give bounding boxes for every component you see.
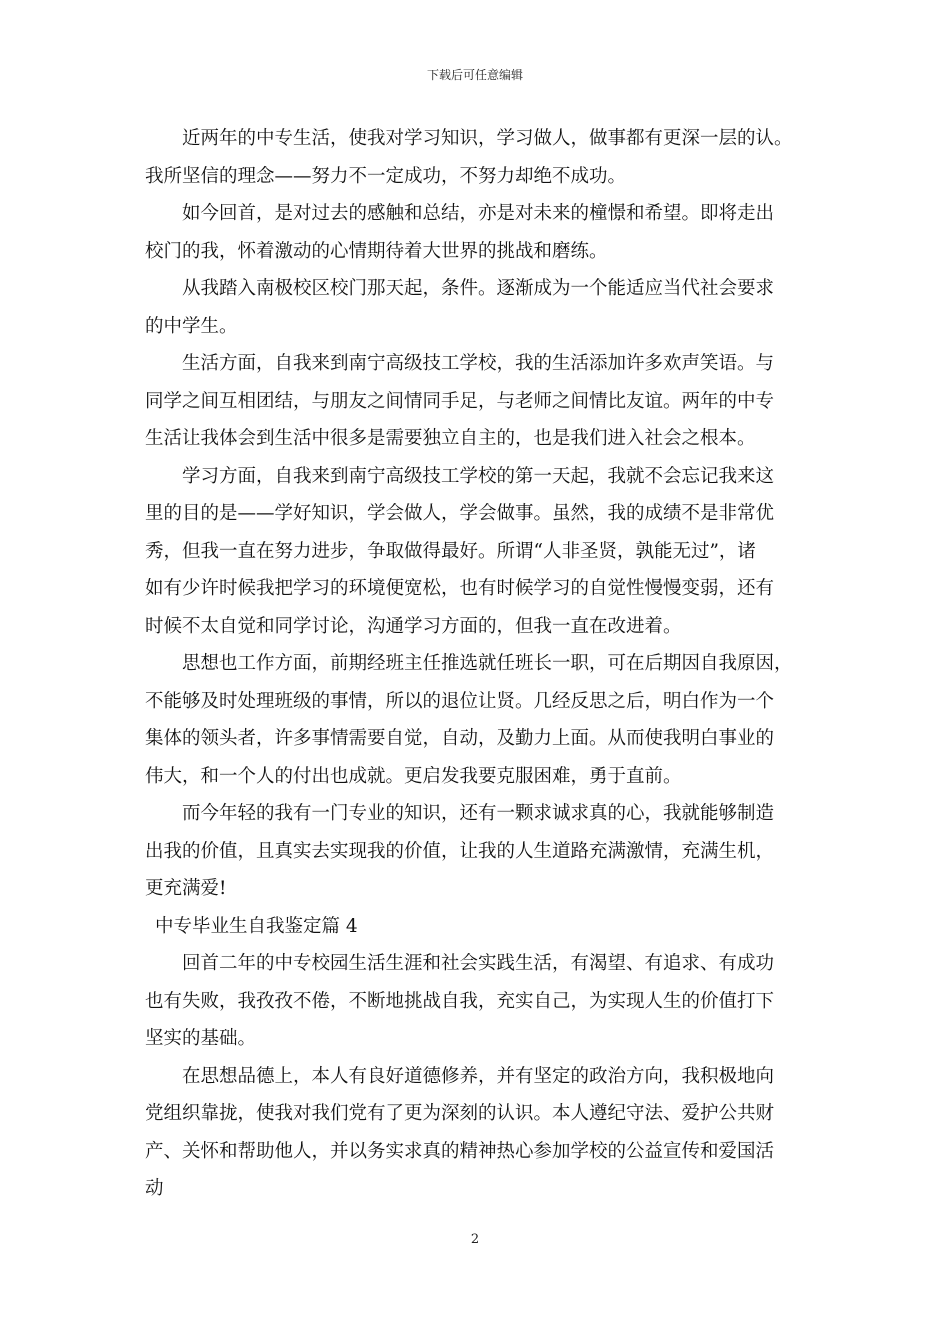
text-line: 也有失败，我孜孜不倦，不断地挑战自我，充实自己，为实现人生的价值打下: [145, 990, 775, 1012]
page-number: 2: [470, 1232, 480, 1247]
text-line: 时候不太自觉和同学讨论，沟通学习方面的，但我一直在改进着。: [145, 615, 682, 637]
text-line: 学习方面，自我来到南宁高级技工学校的第一天起，我就不会忘记我来这: [182, 465, 775, 487]
text-line: 从我踏入南极校区校门那天起，条件。逐渐成为一个能适应当代社会要求: [182, 278, 775, 299]
text-line: 思想也工作方面，前期经班主任推选就任班长一职，可在后期因自我原因，: [182, 653, 793, 674]
text-line: 不能够及时处理班级的事情，所以的退位让贤。几经反思之后，明白作为一个: [145, 690, 775, 712]
text-line: 出我的价值，且真实去实现我的价值，让我的人生道路充满激情，充满生机，: [145, 840, 775, 862]
text-line: 同学之间互相团结，与朋友之间情同手足，与老师之间情比友谊。两年的中专: [145, 390, 775, 412]
text-line: 回首二年的中专校园生活生涯和社会实践生活，有渴望、有追求、有成功: [182, 953, 775, 974]
page-header: 下载后可任意编辑: [426, 68, 523, 82]
document-body: [145, 120, 815, 1208]
text-line: 产、关怀和帮助他人，并以务实求真的精神热心参加学校的公益宣传和爱国活: [145, 1140, 775, 1162]
text-line: 如今回首，是对过去的感触和总结，亦是对未来的橦憬和希望。即将走出: [182, 203, 775, 224]
text-line: 动: [145, 1178, 164, 1199]
text-line: 而今年轻的我有一门专业的知识，还有一颗求诚求真的心，我就能够制造: [182, 803, 775, 824]
text-line: 伟大，和一个人的付出也成就。更启发我要克服困难，勇于直前。: [145, 765, 682, 787]
text-line: 如有少许时候我把学习的环境便宽松，也有时候学习的自觉性慢慢变弱，还有: [145, 578, 775, 599]
text-line: 秀，但我一直在努力进步，争取做得最好。所谓“人非圣贤，孰能无过”，诸: [145, 540, 756, 562]
text-line: 里的目的是——学好知识，学会做人，学会做事。虽然，我的成绩不是非常优: [145, 503, 775, 524]
text-line: 党组织靠拢，使我对我们党有了更为深刻的认识。本人遵纪守法、爱护公共财: [145, 1103, 775, 1124]
text-line: 生活让我体会到生活中很多是需要独立自主的，也是我们进入社会之根本。: [145, 428, 756, 449]
text-line: 我所坚信的理念——努力不一定成功，不努力却绝不成功。: [145, 165, 627, 187]
text-line: 校门的我，怀着激动的心情期待着大世界的挑战和磨练。: [145, 240, 608, 262]
text-line: 在思想品德上，本人有良好道德修养，并有坚定的政治方向，我积极地向: [182, 1065, 775, 1087]
text-line: 坚实的基础。: [145, 1028, 257, 1049]
text-line: 集体的领头者，许多事情需要自觉，自动，及勤力上面。从而使我明白事业的: [145, 728, 775, 749]
text-line: 的中学生。: [145, 315, 238, 337]
text-line: 近两年的中专生活，使我对学习知识，学习做人，做事都有更深一层的认。: [182, 128, 793, 149]
section-heading: 中专毕业生自我鉴定篇 4: [155, 915, 358, 937]
text-line: 生活方面，自我来到南宁高级技工学校，我的生活添加许多欢声笑语。与: [182, 353, 775, 374]
text-line: 更充满爱!: [145, 878, 227, 899]
